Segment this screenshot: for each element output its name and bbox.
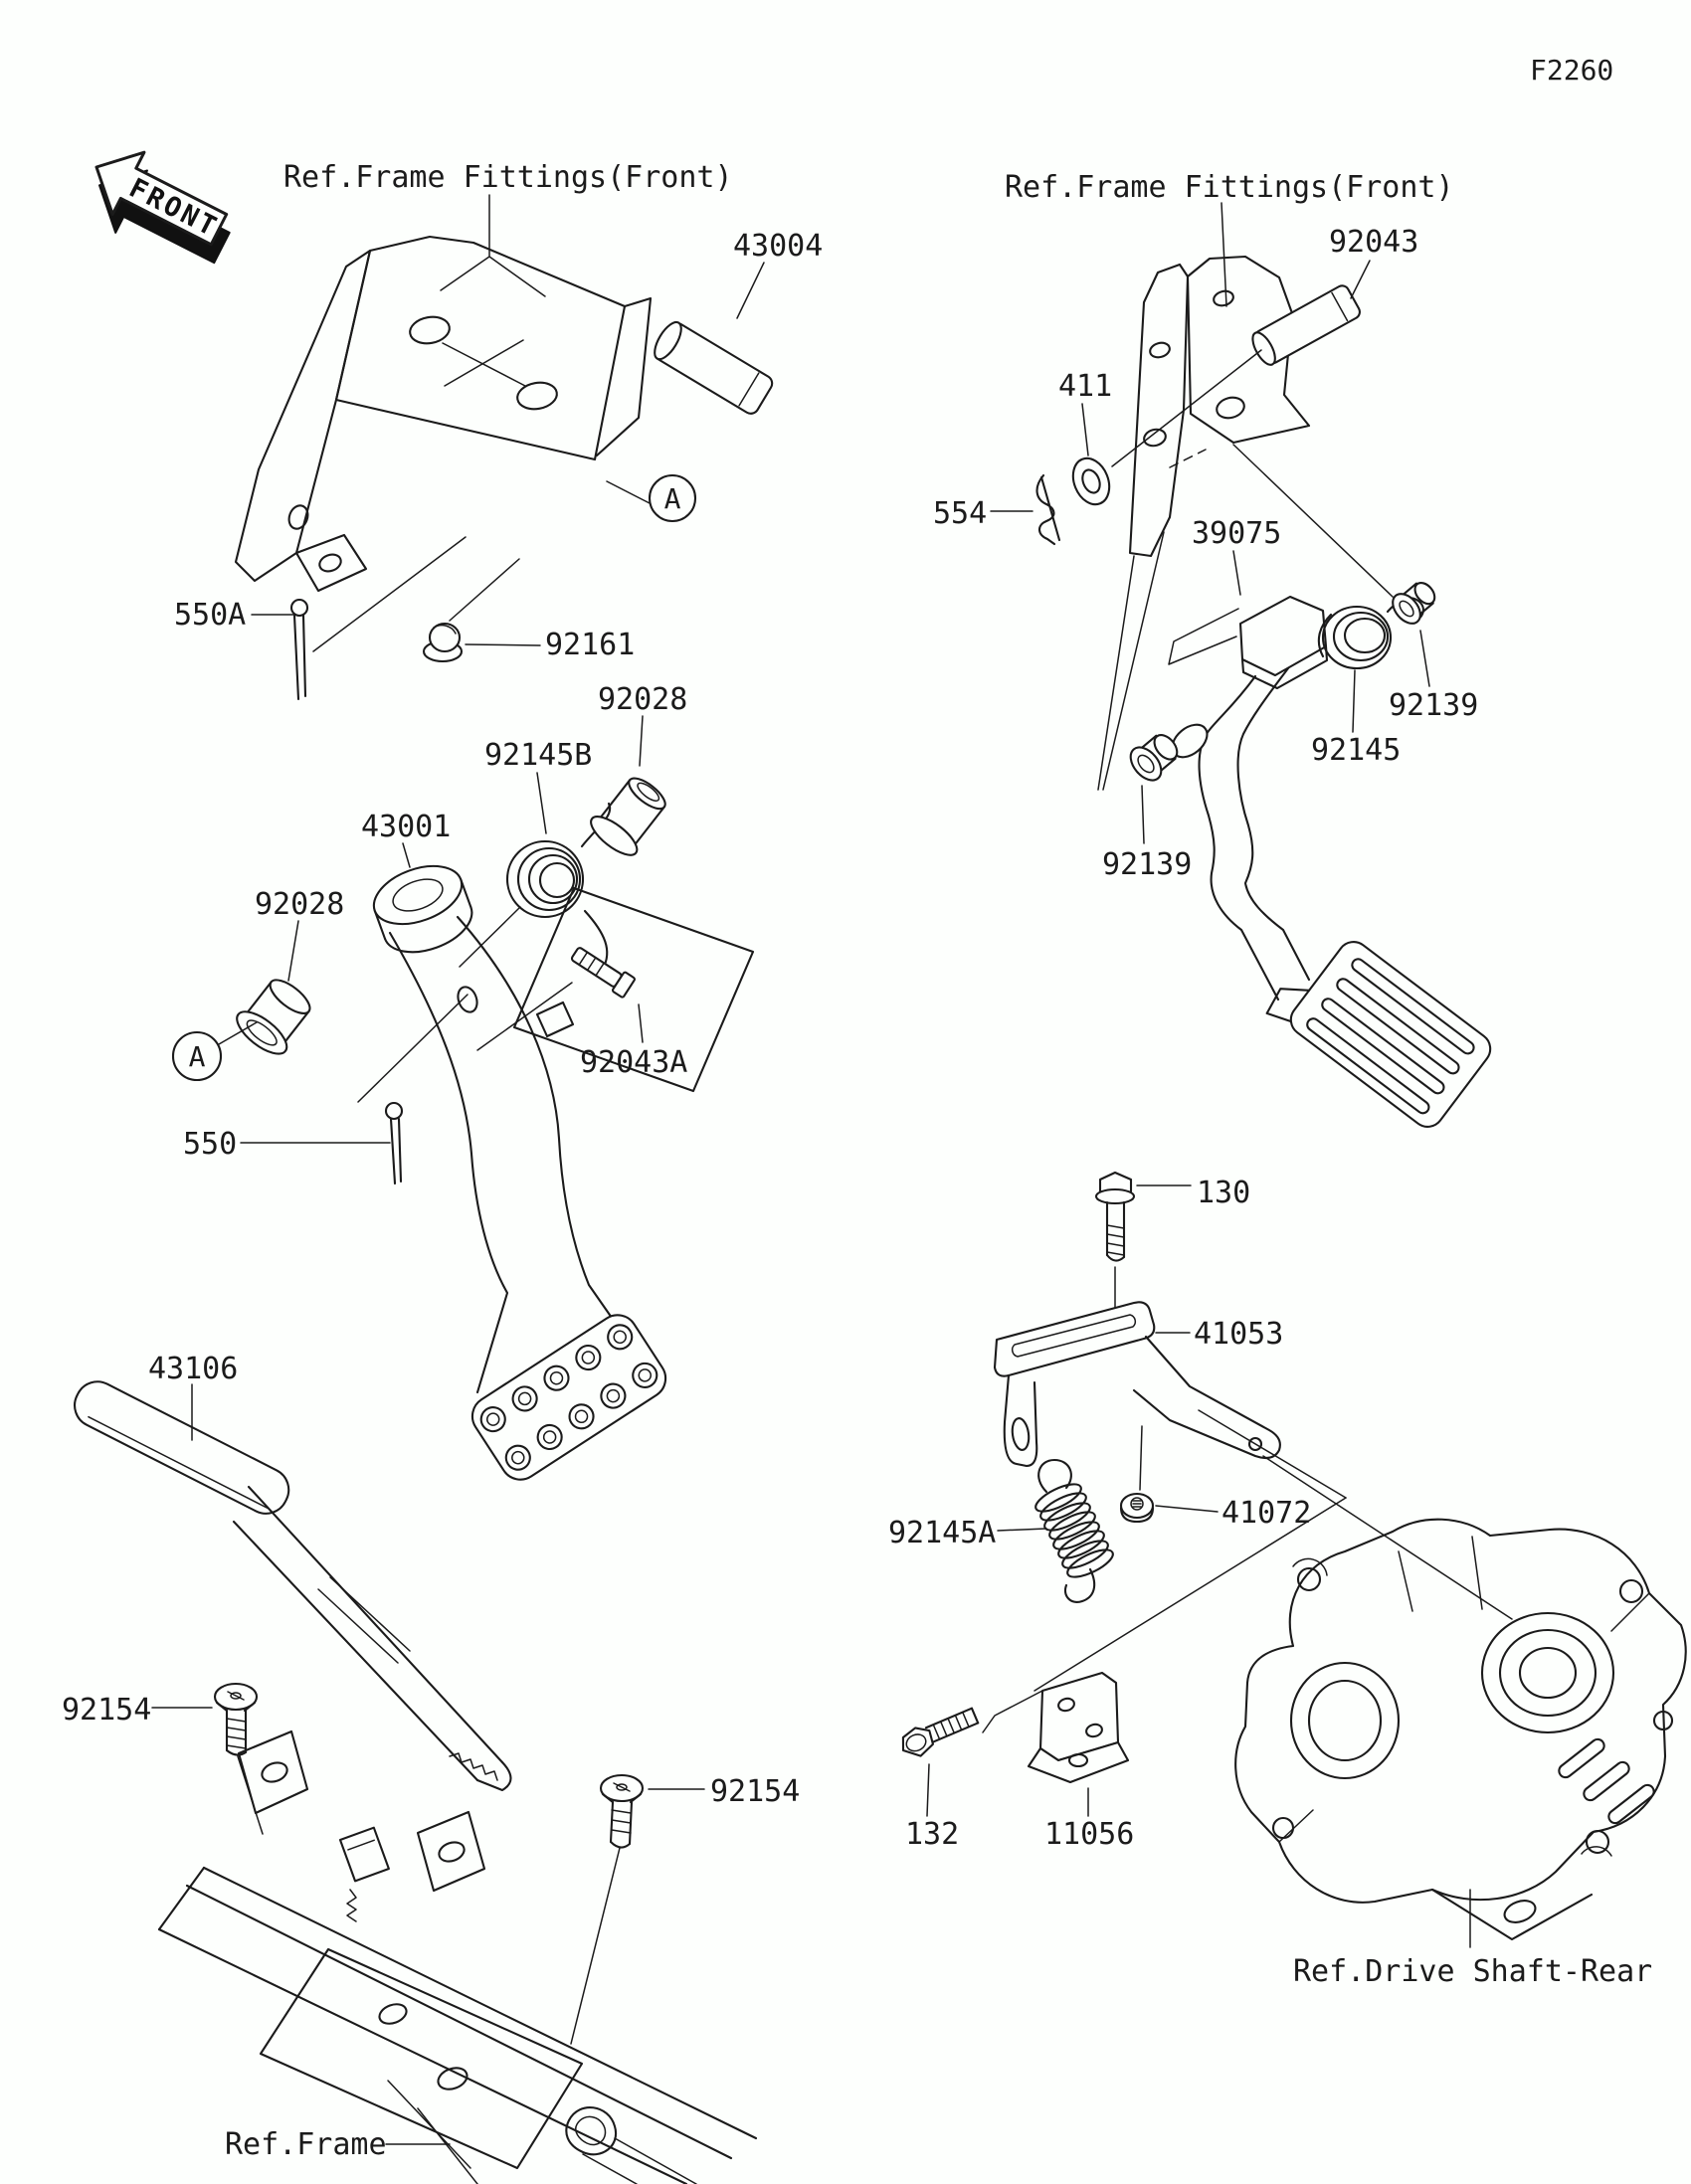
svg-text:41072: 41072 — [1221, 1496, 1312, 1531]
callout-550 — [183, 1127, 390, 1162]
washer-411-drawing — [1066, 453, 1116, 509]
parking-brake-lever-drawing — [68, 1374, 511, 1921]
screw-92154-right-drawing — [601, 1775, 643, 1848]
throttle-bracket-drawing — [1130, 257, 1309, 556]
callout-92043A — [580, 1004, 687, 1080]
callout-411 — [1058, 369, 1112, 455]
hairpin-554-drawing — [1037, 475, 1059, 544]
svg-text:92028: 92028 — [598, 682, 688, 717]
gear-case-drawing — [1235, 1520, 1686, 1939]
callout-92154-left — [62, 1693, 212, 1728]
detail-marker-a-upper — [607, 475, 695, 521]
callout-92139-lower — [1102, 786, 1192, 882]
callout-ref-frame-fittings-left — [283, 160, 733, 296]
svg-text:43106: 43106 — [148, 1352, 239, 1386]
callout-92028-right — [598, 682, 687, 766]
assembly-lines — [238, 350, 1512, 2044]
svg-text:411: 411 — [1058, 369, 1113, 404]
callout-92161 — [466, 628, 635, 662]
svg-text:92154: 92154 — [710, 1774, 801, 1809]
svg-text:A: A — [188, 1040, 206, 1073]
svg-text:Ref.Drive Shaft-Rear: Ref.Drive Shaft-Rear — [1293, 1954, 1653, 1989]
svg-text:92028: 92028 — [255, 887, 345, 922]
figure-code: F2260 — [1530, 54, 1614, 87]
svg-text:550A: 550A — [174, 598, 247, 633]
svg-text:92161: 92161 — [545, 628, 636, 662]
svg-text:A: A — [663, 482, 681, 515]
throttle-pedal-39075-drawing — [1166, 597, 1496, 1136]
callout-ref-drive-shaft-rear — [1293, 1890, 1652, 1989]
callout-92154-right — [649, 1774, 800, 1809]
svg-text:92145A: 92145A — [888, 1516, 997, 1550]
svg-text:130: 130 — [1197, 1176, 1251, 1210]
bushing-92028-right-drawing — [585, 770, 674, 862]
svg-text:41053: 41053 — [1194, 1317, 1284, 1352]
bolt-130-drawing — [1096, 1173, 1134, 1313]
svg-text:92139: 92139 — [1102, 847, 1193, 882]
svg-text:92043: 92043 — [1329, 225, 1419, 260]
pin-92043-drawing — [1248, 283, 1363, 368]
ref-frame-fittings-right-label: Ref.Frame Fittings(Front) — [1005, 170, 1454, 205]
front-arrow-label: FRONT — [123, 172, 224, 244]
svg-text:Ref.Frame: Ref.Frame — [225, 2127, 387, 2162]
svg-text:92145B: 92145B — [484, 738, 593, 773]
callout-41072 — [1156, 1496, 1311, 1531]
svg-text:11056: 11056 — [1044, 1817, 1135, 1852]
svg-text:92145: 92145 — [1311, 733, 1402, 768]
callout-92139-upper — [1389, 631, 1478, 723]
callout-43001 — [361, 810, 451, 867]
screw-92154-left-drawing — [215, 1684, 257, 1755]
callout-92145B — [484, 738, 592, 833]
callout-41053 — [1156, 1317, 1283, 1352]
callout-92145 — [1311, 670, 1401, 768]
callout-132 — [905, 1764, 959, 1852]
callout-554 — [933, 496, 1033, 531]
callout-92028-left — [255, 887, 344, 981]
callout-550A — [174, 598, 294, 633]
callout-ref-frame — [225, 2127, 450, 2162]
svg-text:92154: 92154 — [62, 1693, 152, 1728]
bushing-92028-left-drawing — [231, 971, 320, 1061]
svg-text:43004: 43004 — [733, 229, 824, 264]
brake-pedal-43001-drawing — [366, 855, 673, 1487]
bracket-11056-drawing — [983, 1673, 1128, 1782]
bolt-132-drawing — [897, 1705, 982, 1761]
svg-text:550: 550 — [183, 1127, 238, 1162]
svg-text:43001: 43001 — [361, 810, 452, 844]
callout-43004 — [733, 229, 823, 318]
bolt-92043A-drawing — [569, 944, 636, 999]
nut-41072-drawing — [1121, 1426, 1153, 1522]
ref-frame-fittings-left-label: Ref.Frame Fittings(Front) — [283, 160, 733, 195]
svg-text:132: 132 — [905, 1817, 960, 1852]
spring-92145A-drawing — [1033, 1460, 1117, 1602]
svg-text:92139: 92139 — [1389, 688, 1479, 723]
callout-11056 — [1044, 1788, 1134, 1852]
svg-text:554: 554 — [933, 496, 988, 531]
callout-92145A — [888, 1516, 1046, 1550]
pedal-bracket-drawing — [236, 237, 651, 591]
front-arrow-icon — [74, 136, 244, 278]
pin-43004-drawing — [650, 318, 775, 417]
callout-130 — [1137, 1176, 1250, 1210]
callout-39075 — [1192, 516, 1281, 595]
bushing-92139-upper-drawing — [1388, 575, 1442, 629]
svg-text:39075: 39075 — [1192, 516, 1282, 551]
cap-nut-92161-drawing — [424, 624, 462, 661]
svg-text:92043A: 92043A — [580, 1045, 688, 1080]
